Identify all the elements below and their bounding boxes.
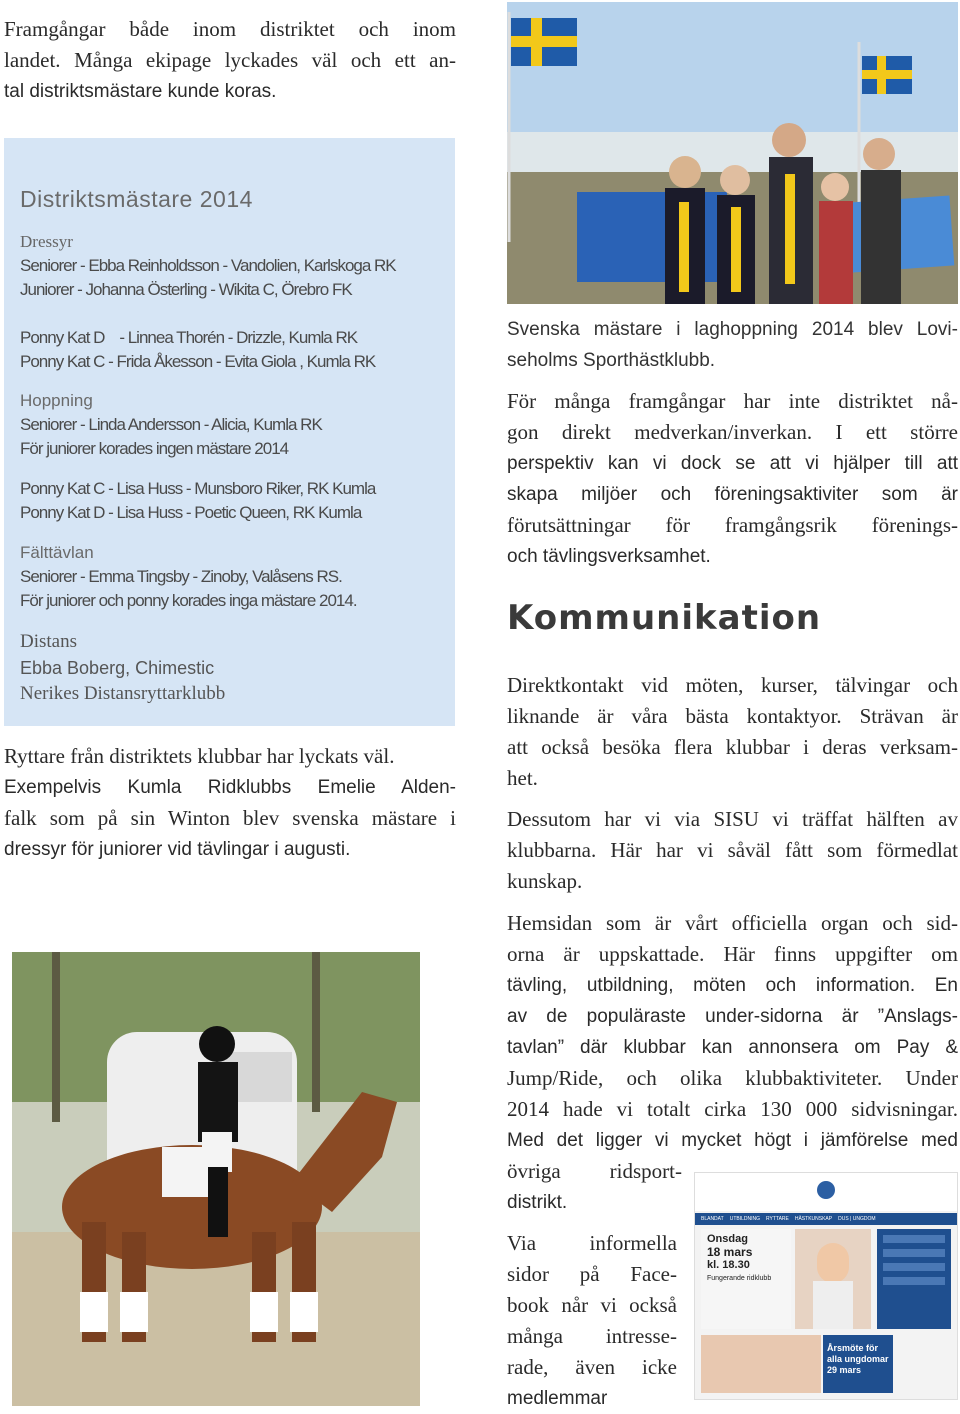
success-line: förutsättningar för framgångsrik förenings- (507, 513, 958, 537)
facebook-line: medlemmar (507, 1388, 608, 1409)
website-line: orna är uppskattade. Här finns uppgifter om (507, 942, 958, 966)
dressyr-line: Seniorer - Ebba Reinholdsson - Vandolien, Karlskoga RK (20, 256, 396, 275)
caption-line: seholms Sporthästklubb. (507, 350, 716, 371)
website-line: tävling, utbildning, möten och information. En (507, 975, 958, 996)
ponny-dressyr-section (20, 326, 375, 374)
website-nav-item: RYTTARE (765, 1216, 789, 1222)
website-line: övriga ridsport- (507, 1159, 682, 1183)
website-line: tavlan” där klubbar kan annonsera om Pay & (507, 1037, 958, 1058)
event-panel (701, 1229, 791, 1329)
swedish-flag-left (511, 18, 577, 66)
riders-line: Ryttare från distriktets klubbar har lyckats väl. (4, 744, 395, 768)
success-paragraph (507, 386, 958, 572)
sisu-paragraph (507, 804, 958, 897)
riders-line: dressyr för juniorer vid tävlingar i augusti. (4, 839, 351, 860)
sisu-line: kunskap. (507, 869, 583, 893)
facebook-line: Via informella (507, 1231, 677, 1255)
photo-caption (507, 314, 958, 376)
website-line: Med det ligger vi mycket högt i jämförelse med (507, 1130, 958, 1151)
facebook-paragraph (507, 1228, 677, 1414)
intro-paragraph (4, 14, 456, 107)
champions-title: Distriktsmästare 2014 (20, 186, 253, 212)
sidebar-menu (877, 1229, 951, 1329)
website-header (695, 1173, 957, 1211)
riders-line: falk som på sin Winton blev svenska mästare i (4, 806, 456, 830)
event-time: kl. 18.30 (707, 1259, 750, 1271)
contact-line: att också besöka flera klubbar i deras verksam- (507, 735, 958, 759)
website-nav-item: BLANDAT (701, 1216, 724, 1222)
ponny-line: Ponny Kat D - Linnea Thorén - Drizzle, Kumla RK (20, 328, 358, 347)
riders-line: Exempelvis Kumla Ridklubbs Emelie Alden- (4, 777, 456, 798)
team-photo-graphic (507, 2, 958, 304)
distans-section (20, 629, 225, 707)
contact-line: Direktkontakt vid möten, kurser, tälvingar och (507, 673, 958, 697)
success-line: skapa miljöer och föreningsaktiviter som är (507, 484, 958, 505)
intro-line: tal distriktsmästare kunde koras. (4, 81, 277, 102)
website-paragraph-tail (507, 1156, 682, 1218)
promo-line: alla ungdomar (827, 1354, 889, 1364)
hoppning-line: Seniorer - Linda Andersson - Alicia, Kumla RK (20, 415, 322, 434)
event-date: 18 mars (707, 1245, 753, 1259)
success-line: För många framgångar har inte distriktet nå- (507, 389, 958, 413)
promo-line: 29 mars (827, 1365, 862, 1375)
section-heading: Kommunikation (507, 598, 822, 638)
facebook-line: sidor på Face- (507, 1262, 677, 1286)
dressyr-section (20, 230, 396, 302)
website-nav-item: HÄSTKUNSKAP (794, 1216, 833, 1222)
distans-heading: Distans (20, 631, 77, 652)
falttavlan-line: Seniorer - Emma Tingsby - Zinoby, Valåsens RS. (20, 567, 342, 586)
dressyr-heading: Dressyr (20, 232, 73, 251)
website-nav (695, 1213, 957, 1225)
sisu-line: Dessutom har vi via SISU vi träffat hälften av (507, 807, 958, 831)
falttavlan-section (20, 541, 357, 613)
hoppning-section (20, 389, 322, 461)
success-line: och tävlingsverksamhet. (507, 546, 711, 567)
caption-line: Svenska mästare i laghoppning 2014 blev Lovi- (507, 319, 958, 340)
dressage-photo (12, 952, 420, 1406)
logo-icon (817, 1181, 835, 1199)
swedish-flag-right (862, 56, 912, 94)
website-line: Hemsidan som är vårt officiella organ och sid- (507, 911, 958, 935)
dressyr-line: Juniorer - Johanna Österling - Wikita C, Örebro FK (20, 280, 352, 299)
website-screenshot (694, 1172, 958, 1400)
contact-line: het. (507, 766, 538, 790)
ponny-line: Ponny Kat C - Frida Åkesson - Evita Giola , Kumla RK (20, 352, 376, 371)
website-nav-item: DUS | UNGDOM (838, 1216, 876, 1222)
facebook-line: många intresse- (507, 1324, 677, 1348)
contact-paragraph (507, 670, 958, 794)
promo-line: Årsmöte för (827, 1343, 879, 1353)
riders-paragraph (4, 741, 456, 865)
success-line: perspektiv kan vi dock se att vi hjälper till att (507, 453, 958, 474)
intro-line: landet. Många ekipage lyckades väl och ett an- (4, 48, 456, 72)
hoppning-line: För juniorer korades ingen mästare 2014 (20, 439, 289, 458)
event-title: Onsdag (707, 1233, 748, 1245)
facebook-line: book når vi också (507, 1293, 677, 1317)
hoppning-ponny-section (20, 477, 375, 525)
distans-line: Ebba Boberg, Chimestic (20, 658, 215, 678)
success-line: gon direkt medverkan/inverkan. I ett större (507, 420, 958, 444)
event-place: Fungerande ridklubb (707, 1275, 772, 1282)
contact-line: liknande är våra bästa kontaktyor. Strävan är (507, 704, 958, 728)
promo-photo (701, 1335, 821, 1393)
hopp-ponny-line: Ponny Kat D - Lisa Huss - Poetic Queen, RK Kumla (20, 503, 362, 522)
hopp-ponny-line: Ponny Kat C - Lisa Huss - Munsboro Riker, RK Kumla (20, 479, 376, 498)
falttavlan-heading: Fälttävlan (20, 543, 94, 562)
website-line: 2014 hade vi totalt cirka 130 000 sidvisningar. (507, 1097, 958, 1121)
website-nav-item: UTBILDNING (729, 1216, 760, 1222)
sisu-line: klubbarna. Här har vi såväl fått som förmedlat (507, 838, 958, 862)
website-line: av de populäraste under-sidorna är ”Anslags- (507, 1006, 958, 1027)
website-line: Jump/Ride, och olika klubbaktiviteter. Under (507, 1066, 958, 1090)
champions-box (4, 138, 455, 726)
website-paragraph (507, 908, 958, 1156)
dressage-photo-graphic (12, 952, 420, 1406)
promo-banner (823, 1335, 893, 1393)
facebook-line: rade, även icke (507, 1355, 677, 1379)
hoppning-heading: Hoppning (20, 391, 93, 410)
team-photo (507, 2, 958, 304)
distans-line: Nerikes Distansryttarklubb (20, 683, 226, 704)
portrait-image (795, 1229, 871, 1329)
website-line: distrikt. (507, 1192, 568, 1213)
intro-line: Framgångar både inom distriktet och inom (4, 17, 456, 41)
falttavlan-line: För juniorer och ponny korades inga mästare 2014. (20, 591, 357, 610)
